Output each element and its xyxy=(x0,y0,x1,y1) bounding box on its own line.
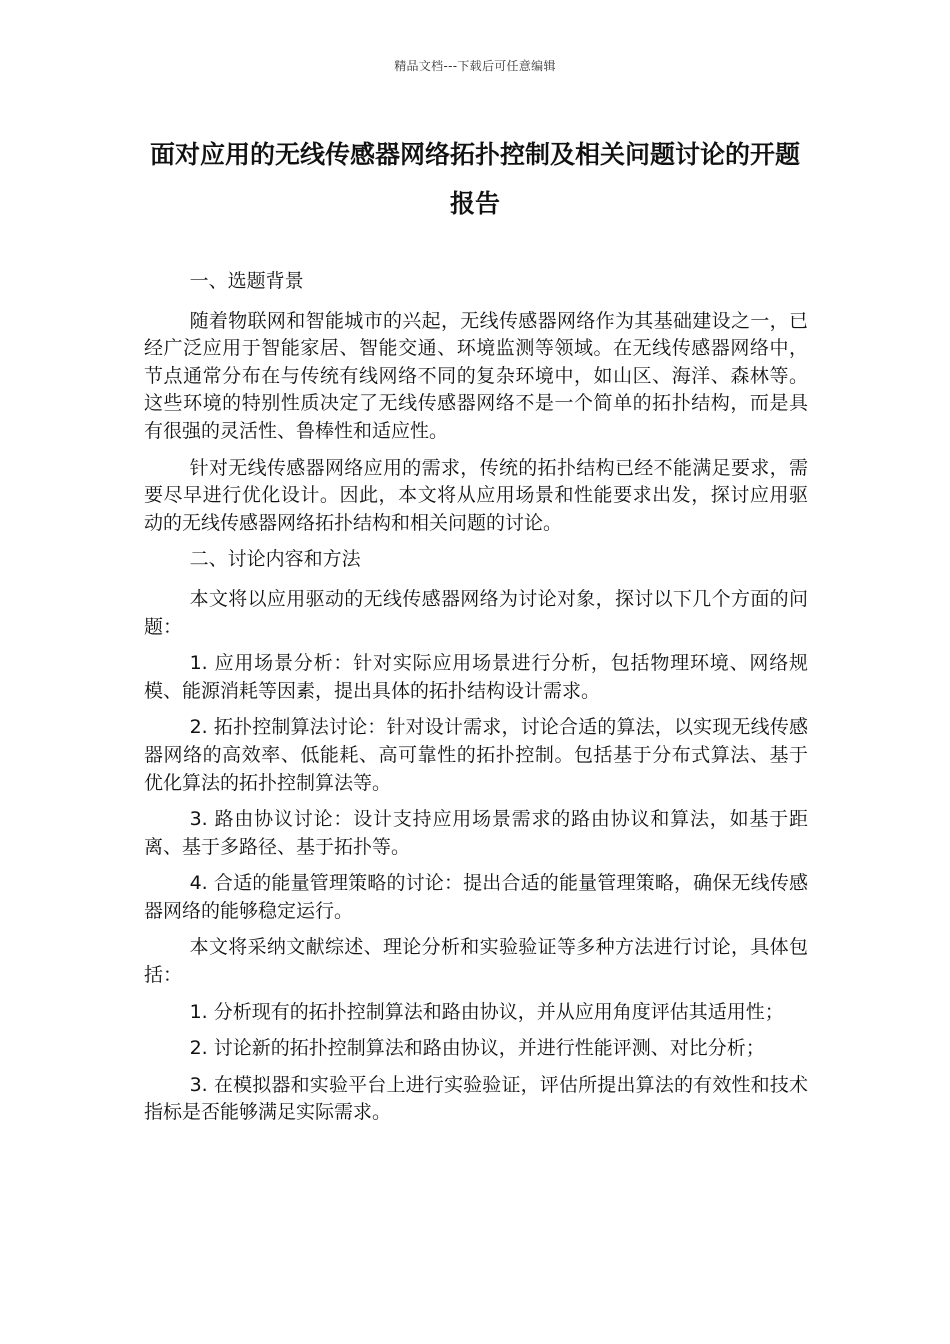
list-item-topology-algorithm: 2. 拓扑控制算法讨论：针对设计需求，讨论合适的算法，以实现无线传感器网络的高效率、低能耗、高可靠性的拓扑控制。包括基于分布式算法、基于优化算法的拓扑控制算法等。 xyxy=(144,716,808,794)
section-heading-background: 一、选题背景 xyxy=(189,270,304,292)
list-item-experimental-validation: 3. 在模拟器和实验平台上进行实验验证，评估所提出算法的有效性和技术指标是否能够满足实际需求。 xyxy=(144,1073,808,1124)
list-item-discuss-new: 2. 讨论新的拓扑控制算法和路由协议，并进行性能评测、对比分析； xyxy=(189,1037,765,1060)
paragraph-background-1: 随着物联网和智能城市的兴起，无线传感器网络作为其基础建设之一，已经广泛应用于智能家居、智能交通、环境监测等领域。在无线传感器网络中，节点通常分布在与传统有线网络不同的复杂环境中，如山区、海洋、森林等。这些环境的特别性质决定了无线传感器网络不是一个简单的拓扑结构，而是具有很强的灵活性、鲁棒性和适应性。 xyxy=(144,309,808,442)
list-item-scenario-analysis: 1. 应用场景分析：针对实际应用场景进行分析，包括物理环境、网络规模、能源消耗等因素，提出具体的拓扑结构设计需求。 xyxy=(144,652,808,702)
section-heading-methods: 二、讨论内容和方法 xyxy=(189,548,361,571)
paragraph-background-2: 针对无线传感器网络应用的需求，传统的拓扑结构已经不能满足要求，需要尽早进行优化设计。因此，本文将从应用场景和性能要求出发，探讨应用驱动的无线传感器网络拓扑结构和相关问题的讨论。 xyxy=(144,456,808,534)
list-item-analyze-existing: 1. 分析现有的拓扑控制算法和路由协议，并从应用角度评估其适用性； xyxy=(189,1000,784,1023)
list-item-routing-protocol: 3. 路由协议讨论：设计支持应用场景需求的路由协议和算法，如基于距离、基于多路径、基于拓扑等。 xyxy=(144,808,808,858)
document-body xyxy=(144,268,808,1136)
header-note: 精品文档---下载后可任意编辑 xyxy=(394,59,556,73)
list-item-energy-management: 4. 合适的能量管理策略的讨论：提出合适的能量管理策略，确保无线传感器网络的能够稳定运行。 xyxy=(144,872,808,922)
paragraph-methods-approach: 本文将采纳文献综述、理论分析和实验验证等多种方法进行讨论，具体包括： xyxy=(144,936,808,987)
document-title: 面对应用的无线传感器网络拓扑控制及相关问题讨论的开题报告 xyxy=(149,140,800,218)
paragraph-methods-intro: 本文将以应用驱动的无线传感器网络为讨论对象，探讨以下几个方面的问题： xyxy=(144,587,808,638)
